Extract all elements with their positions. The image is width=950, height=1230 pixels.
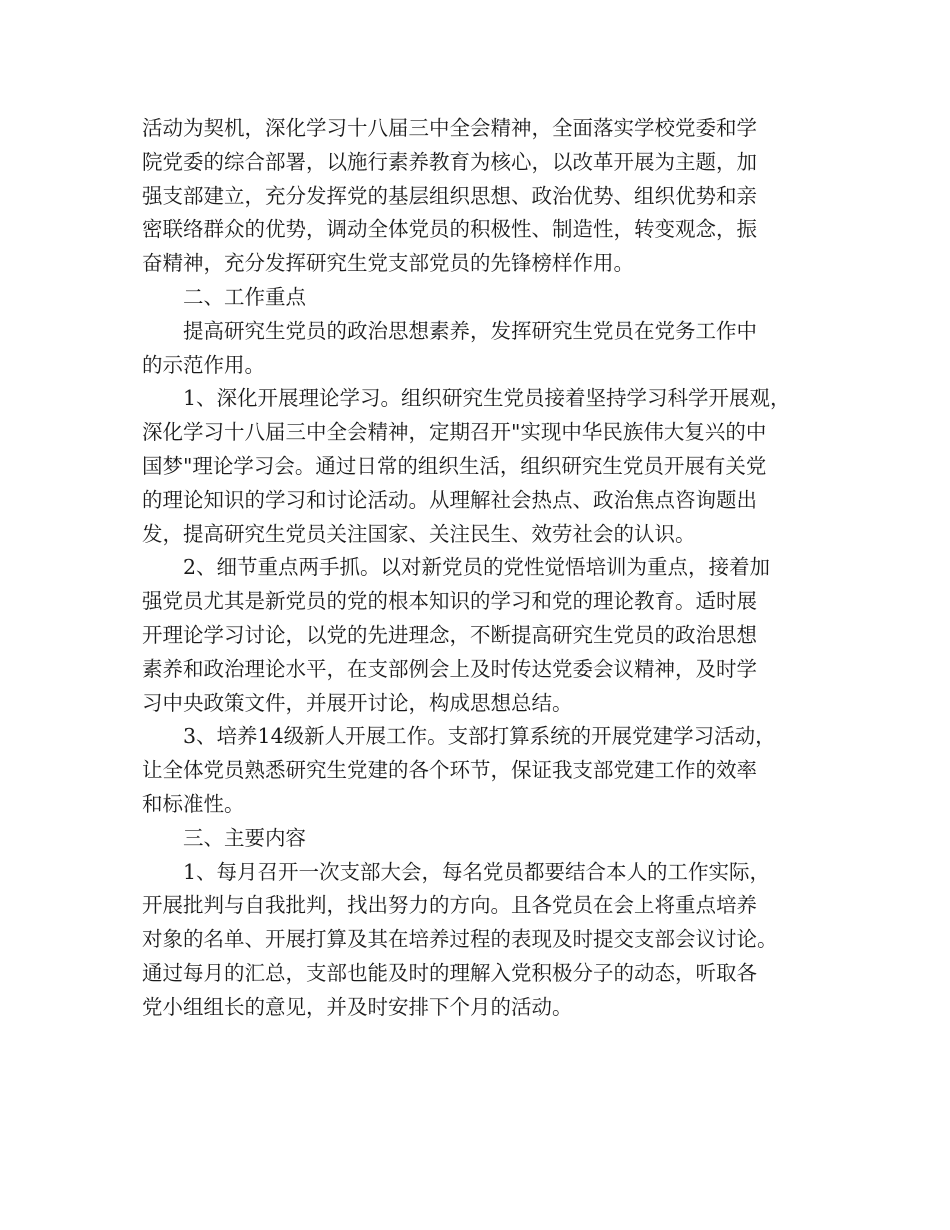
text-line: 三、主要内容	[183, 825, 306, 850]
text-line: 1、深化开展理论学习。组织研究生党员接着坚持学习科学开展观，	[183, 386, 791, 411]
text-line: 发，提高研究生党员关注国家、关注民生、效劳社会的认识。	[142, 521, 696, 546]
text-line: 提高研究生党员的政治思想素养，发挥研究生党员在党务工作中	[183, 318, 757, 343]
text-line: 的理论知识的学习和讨论活动。从理解社会热点、政治焦点咨询题出	[142, 487, 757, 512]
text-line: 让全体党员熟悉研究生党建的各个环节，保证我支部党建工作的效率	[142, 758, 757, 783]
text-line: 国梦"理论学习会。通过日常的组织生活，组织研究生党员开展有关党	[142, 453, 767, 478]
text-line: 深化学习十八届三中全会精神，定期召开"实现中华民族伟大复兴的中	[142, 420, 767, 445]
text-line: 院党委的综合部署，以施行素养教育为核心，以改革开展为主题，加	[142, 149, 757, 174]
text-line: 活动为契机，深化学习十八届三中全会精神，全面落实学校党委和学	[142, 116, 757, 140]
text-line: 1、每月召开一次支部大会，每名党员都要结合本人的工作实际，	[183, 859, 771, 884]
text-line: 习中央政策文件，并展开讨论，构成思想总结。	[142, 690, 573, 715]
text-line: 通过每月的汇总，支部也能及时的理解入党积极分子的动态，听取各	[142, 960, 757, 985]
document-body	[142, 112, 822, 1025]
text-line: 3、培养14级新人开展工作。支部打算系统的开展党建学习活动，	[183, 724, 776, 749]
text-line: 素养和政治理论水平，在支部例会上及时传达党委会议精神，及时学	[142, 656, 757, 681]
text-line: 开理论学习讨论，以党的先进理念，不断提高研究生党员的政治思想	[142, 622, 757, 647]
text-line: 的示范作用。	[142, 352, 265, 377]
text-line: 强党员尤其是新党员的党的根本知识的学习和党的理论教育。适时展	[142, 589, 757, 614]
text-line: 党小组组长的意见，并及时安排下个月的活动。	[142, 994, 573, 1019]
text-line: 强支部建立，充分发挥党的基层组织思想、政治优势、组织优势和亲	[142, 183, 757, 208]
text-line: 对象的名单、开展打算及其在培养过程的表现及时提交支部会议讨论。	[142, 927, 778, 952]
text-line: 奋精神，充分发挥研究生党支部党员的先锋榜样作用。	[142, 251, 634, 276]
text-line: 密联络群众的优势，调动全体党员的积极性、制造性，转变观念，振	[142, 217, 757, 242]
text-line: 开展批判与自我批判，找出努力的方向。且各党员在会上将重点培养	[142, 893, 757, 918]
text-line: 二、工作重点	[183, 284, 306, 309]
text-line: 和标准性。	[142, 791, 245, 816]
text-line: 2、细节重点两手抓。以对新党员的党性觉悟培训为重点，接着加	[183, 555, 771, 580]
